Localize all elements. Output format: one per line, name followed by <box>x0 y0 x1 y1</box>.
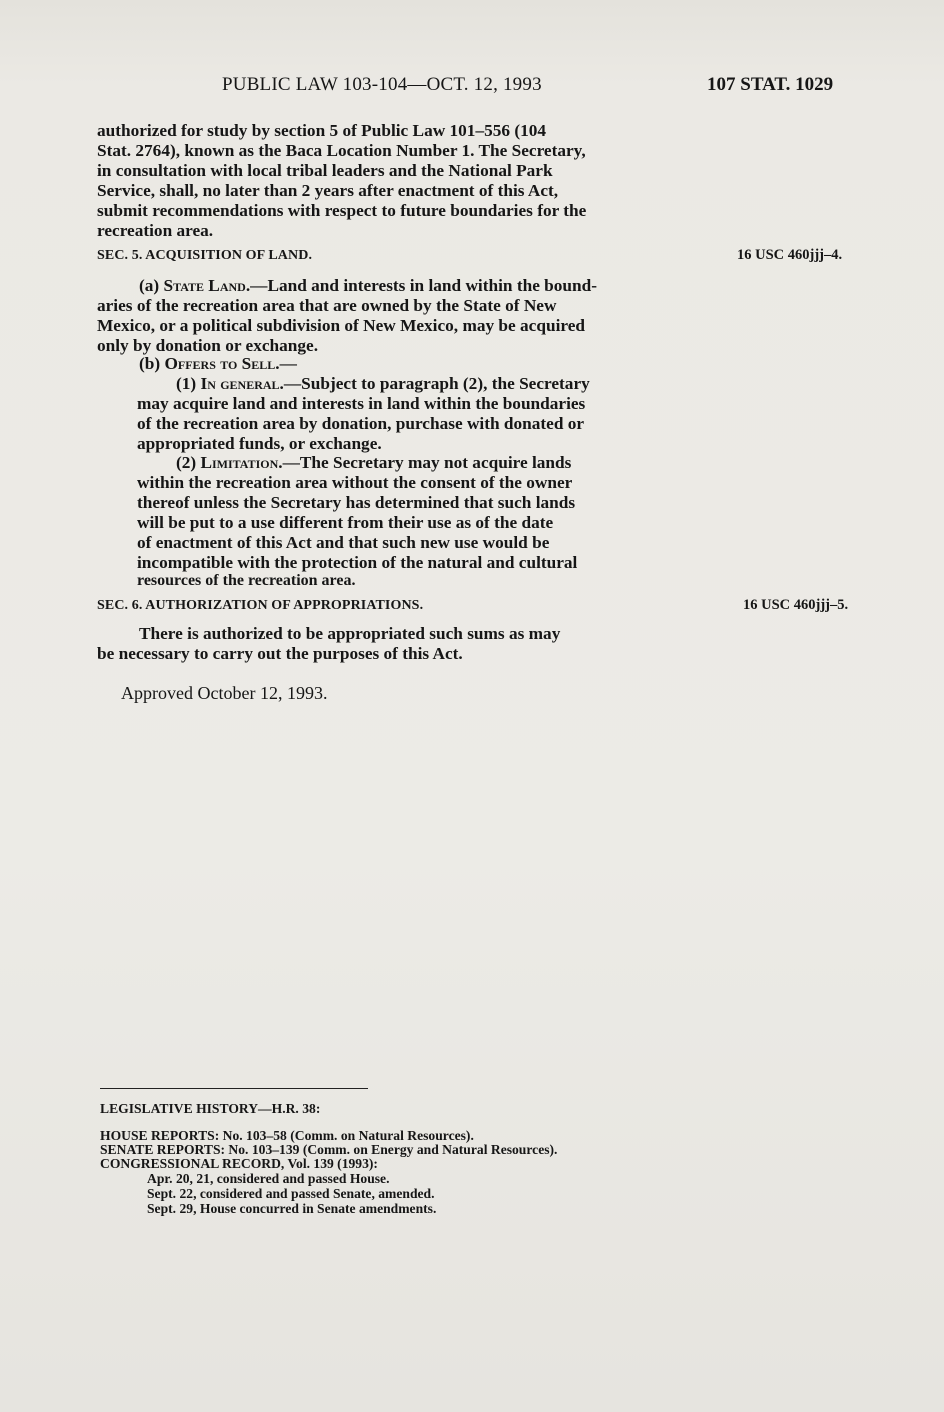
paragraph-2-line: of enactment of this Act and that such new use would be <box>137 533 550 552</box>
intro-line: Stat. 2764), known as the Baca Location Number 1. The Secretary, <box>97 141 586 160</box>
legislative-history-title: LEGISLATIVE HISTORY—H.R. 38: <box>100 1101 321 1116</box>
subsection-a-text: .—Land and interests in land within the bound- <box>245 276 598 295</box>
intro-line: authorized for study by section 5 of Public Law 101–556 (104 <box>97 121 547 140</box>
paragraph-2-prefix: (2) <box>176 453 201 472</box>
subsection-a-line: Mexico, or a political subdivision of New Mexico, may be acquired <box>97 316 586 335</box>
section-5-heading: SEC. 5. ACQUISITION OF LAND. <box>97 248 313 263</box>
paragraph-2-line: resources of the recreation area. <box>137 572 356 589</box>
senate-reports: SENATE REPORTS: No. 103–139 (Comm. on Energy and Natural Resources). <box>100 1142 558 1157</box>
page-header <box>0 74 944 98</box>
paragraph-2-line: will be put to a use different from their use as of the date <box>137 513 554 532</box>
footer-divider <box>100 1088 368 1089</box>
subsection-b-prefix: (b) <box>139 354 165 373</box>
intro-line: Service, shall, no later than 2 years after enactment of this Act, <box>97 181 559 200</box>
paragraph-2-first-line <box>176 453 725 473</box>
paragraph-2-line: incompatible with the protection of the natural and cultural <box>137 553 578 572</box>
section-6-line: There is authorized to be appropriated such sums as may <box>139 624 561 643</box>
paragraph-1-line: appropriated funds, or exchange. <box>137 434 382 453</box>
subsection-a-line: aries of the recreation area that are owned by the State of New <box>97 296 557 315</box>
running-head: PUBLIC LAW 103-104—OCT. 12, 1993 <box>222 74 542 95</box>
paragraph-2-line: within the recreation area without the consent of the owner <box>137 473 573 492</box>
subsection-b-heading-line <box>139 354 725 374</box>
section-6-margin-note: 16 USC 460jjj–5. <box>743 597 849 613</box>
paragraph-2-text: .—The Secretary may not acquire lands <box>278 453 572 472</box>
paragraph-1-prefix: (1) <box>176 374 201 393</box>
record-entry: Apr. 20, 21, considered and passed House. <box>147 1171 390 1186</box>
intro-line: submit recommendations with respect to future boundaries for the <box>97 201 587 220</box>
subsection-a-first-line <box>139 276 725 296</box>
paragraph-2-heading: Limitation <box>200 453 279 472</box>
paragraph-1-text: .—Subject to paragraph (2), the Secretary <box>279 374 590 393</box>
congressional-record: CONGRESSIONAL RECORD, Vol. 139 (1993): <box>100 1156 378 1171</box>
paragraph-1-line: may acquire land and interests in land within the boundaries <box>137 394 586 413</box>
subsection-a-line: only by donation or exchange. <box>97 336 319 355</box>
intro-line: in consultation with local tribal leaders and the National Park <box>97 161 553 180</box>
paragraph-1-first-line <box>176 374 725 394</box>
paragraph-1-heading: In general <box>200 374 280 393</box>
intro-line: recreation area. <box>97 221 214 240</box>
subsection-b-heading: Offers to Sell <box>164 354 276 373</box>
section-5-margin-note: 16 USC 460jjj–4. <box>737 247 843 263</box>
approval-date: Approved October 12, 1993. <box>121 683 328 703</box>
paragraph-1-line: of the recreation area by donation, purchase with donated or <box>137 414 585 433</box>
record-entry: Sept. 29, House concurred in Senate amendments. <box>147 1201 437 1216</box>
house-reports: HOUSE REPORTS: No. 103–58 (Comm. on Natural Resources). <box>100 1128 474 1143</box>
record-entry: Sept. 22, considered and passed Senate, amended. <box>147 1186 435 1201</box>
subsection-a-heading: State Land <box>163 276 246 295</box>
statute-page-number: 107 STAT. 1029 <box>707 74 834 95</box>
section-6-line: be necessary to carry out the purposes of this Act. <box>97 644 463 663</box>
subsection-a-prefix: (a) <box>139 276 164 295</box>
section-6-heading: SEC. 6. AUTHORIZATION OF APPROPRIATIONS. <box>97 598 424 613</box>
paragraph-2-line: thereof unless the Secretary has determined that such lands <box>137 493 576 512</box>
subsection-b-suffix: .— <box>275 354 297 373</box>
